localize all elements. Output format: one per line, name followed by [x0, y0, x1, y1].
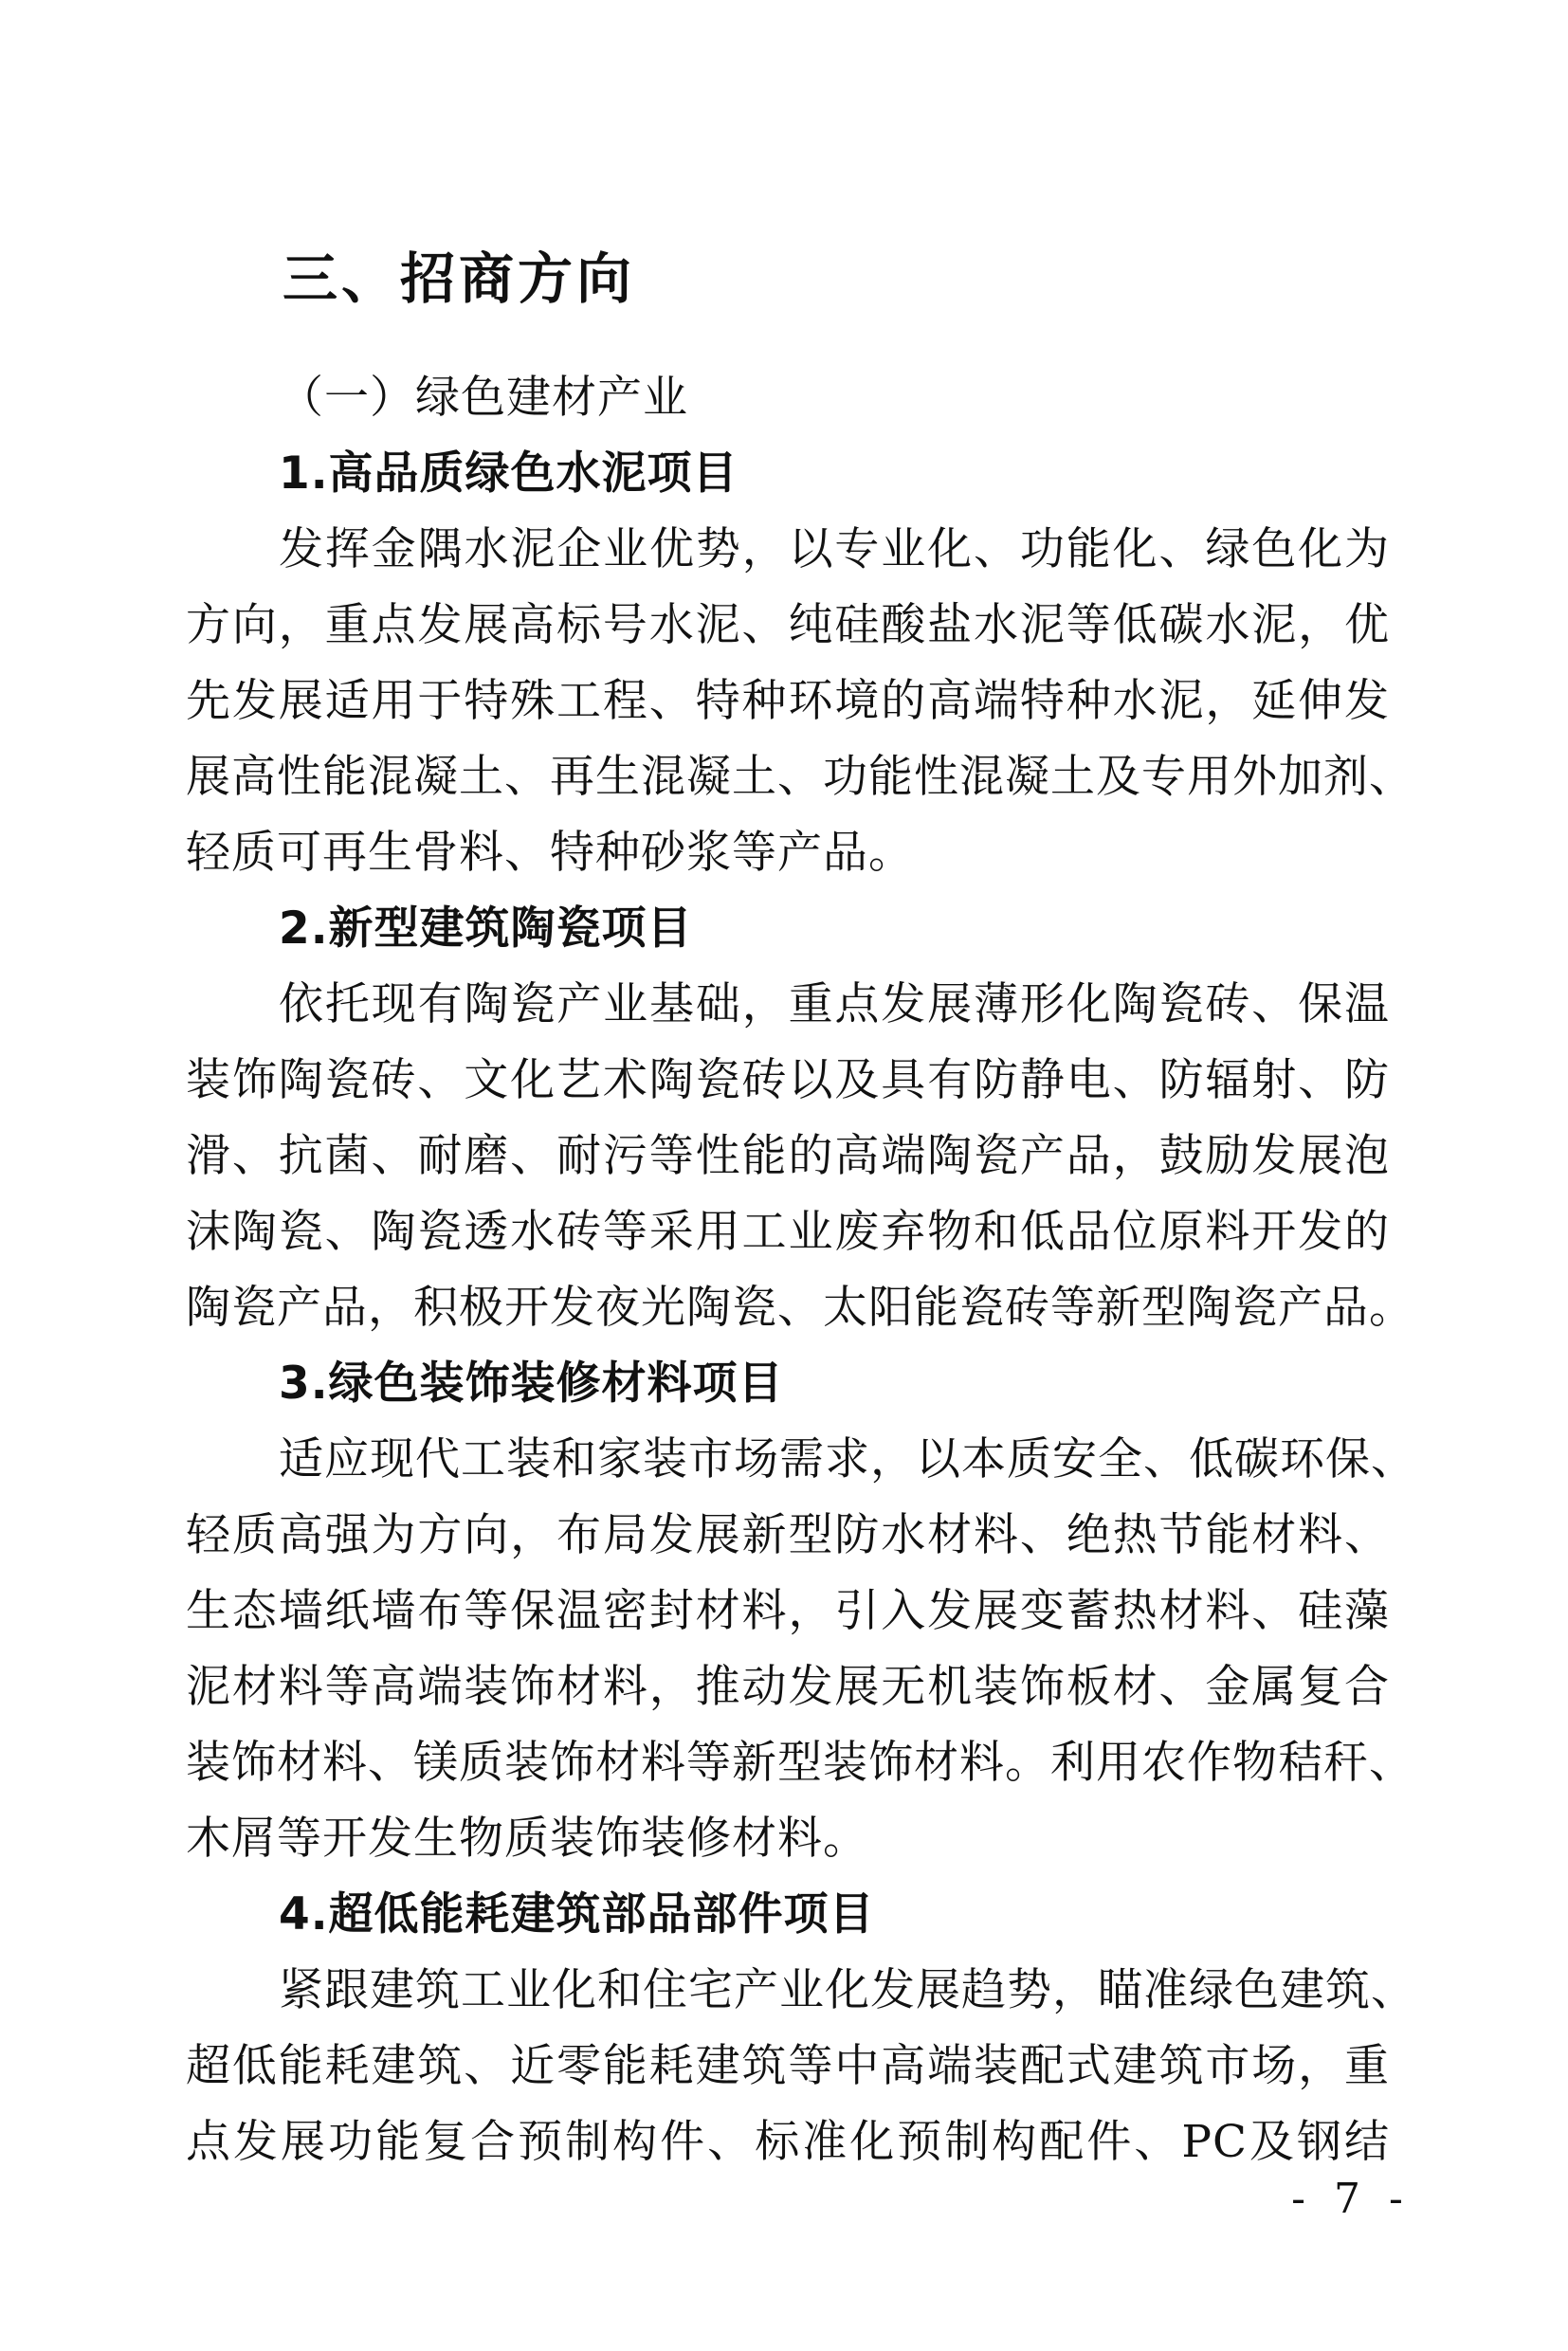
document-body [186, 360, 1416, 2180]
item-title-2: 2.新型建筑陶瓷项目 [279, 902, 693, 955]
paragraph-line: 泥材料等高端装饰材料，推动发展无机装饰板材、金属复合 [186, 1661, 1390, 1713]
paragraph-line: 点发展功能复合预制构件、标准化预制构配件、PC及钢结 [186, 2116, 1390, 2168]
item-title-1: 1.高品质绿色水泥项目 [279, 447, 738, 500]
paragraph-line: 生态墙纸墙布等保温密封材料，引入发展变蓄热材料、硅藻 [186, 1585, 1390, 1637]
paragraph-line: 适应现代工装和家装市场需求，以本质安全、低碳环保、 [279, 1433, 1416, 1485]
paragraph-line: 轻质高强为方向，布局发展新型防水材料、绝热节能材料、 [186, 1509, 1390, 1561]
paragraph-line: 先发展适用于特殊工程、特种环境的高端特种水泥，延伸发 [186, 675, 1390, 727]
paragraph-line: 陶瓷产品，积极开发夜光陶瓷、太阳能瓷砖等新型陶瓷产品。 [186, 1282, 1414, 1334]
paragraph-line: 展高性能混凝土、再生混凝土、功能性混凝土及专用外加剂、 [186, 751, 1414, 803]
paragraph-line: 发挥金隅水泥企业优势，以专业化、功能化、绿色化为 [279, 523, 1390, 575]
item-title-3: 3.绿色装饰装修材料项目 [279, 1358, 784, 1410]
paragraph-line: 装饰陶瓷砖、文化艺术陶瓷砖以及具有防静电、防辐射、防 [186, 1054, 1390, 1106]
item-title-4: 4.超低能耗建筑部品部件项目 [279, 1888, 875, 1941]
section-heading: 三、招商方向 [283, 246, 636, 311]
paragraph-line: 滑、抗菌、耐磨、耐污等性能的高端陶瓷产品，鼓励发展泡 [186, 1130, 1390, 1182]
page-number: - 7 - [1291, 2175, 1411, 2223]
paragraph-line: 装饰材料、镁质装饰材料等新型装饰材料。利用农作物秸秆、 [186, 1737, 1414, 1789]
paragraph-line: 超低能耗建筑、近零能耗建筑等中高端装配式建筑市场，重 [186, 2040, 1390, 2092]
paragraph-line: 沫陶瓷、陶瓷透水砖等采用工业废弃物和低品位原料开发的 [186, 1206, 1390, 1258]
subsection-heading: （一）绿色建材产业 [279, 372, 688, 424]
paragraph-line: 木屑等开发生物质装饰装修材料。 [186, 1813, 868, 1865]
paragraph-line: 紧跟建筑工业化和住宅产业化发展趋势，瞄准绿色建筑、 [279, 1964, 1416, 2016]
paragraph-line: 依托现有陶瓷产业基础，重点发展薄形化陶瓷砖、保温 [279, 978, 1390, 1030]
paragraph-line: 方向，重点发展高标号水泥、纯硅酸盐水泥等低碳水泥，优 [186, 599, 1390, 651]
paragraph-line: 轻质可再生骨料、特种砂浆等产品。 [186, 827, 914, 879]
